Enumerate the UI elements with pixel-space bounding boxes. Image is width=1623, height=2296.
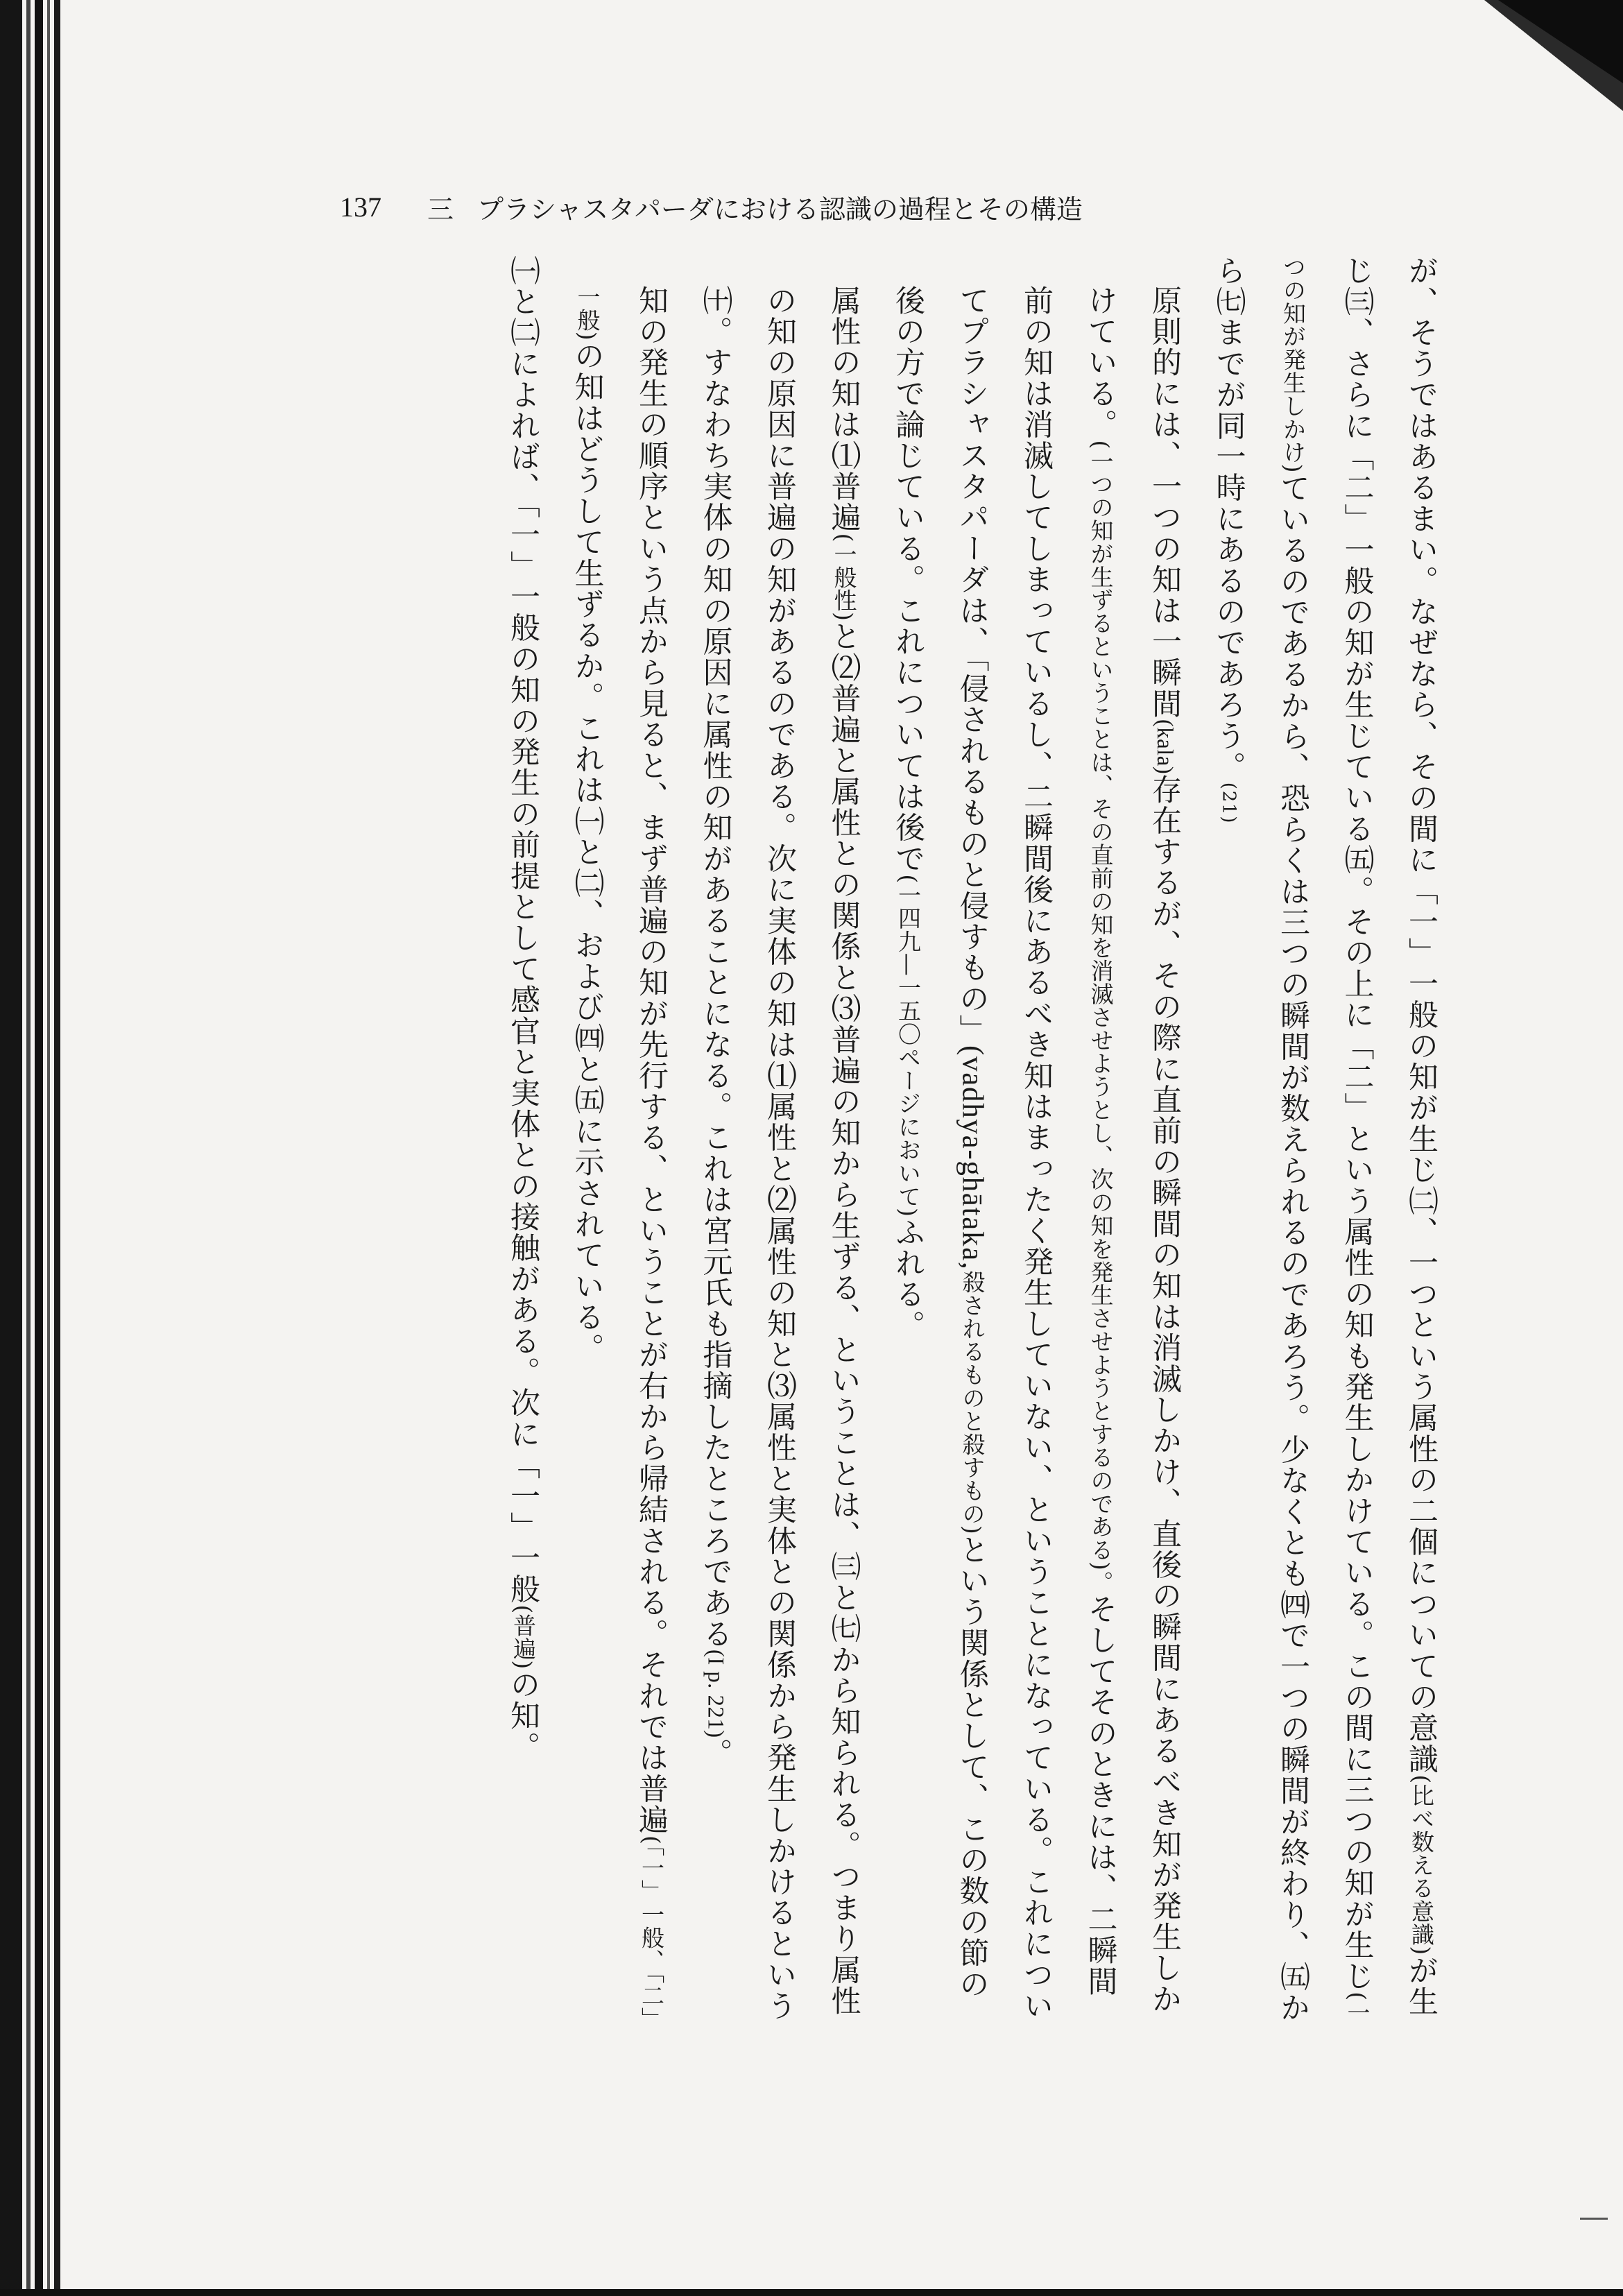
scan-edge-mark [1580, 2218, 1608, 2220]
paragraph-3: 属性の知は⑴普遍(一般性)と⑵普遍と属性との関係と⑶普遍の知から生ずる、ということは、㈢と㈦から知られる。つまり属性の知の原因に普遍の知があるのである。次に実体の知は⑴属性と⑵属性の知と⑶属性と実体との関係から発生しかけるという㈩。すなわち実体の知の原因に属性の知があることになる。これは宮元氏も指摘したところである(I p. 221)。 [698, 285, 861, 2022]
paragraph-4: 知の発生の順序という点から見ると、まず普遍の知が先行する、ということが右から帰結される。それでは普遍(「一」一般、「二」一般)の知はどうして生ずるか。これは㈠と㈡、および㈣と㈤に示されている。 [569, 285, 669, 2019]
chapter-title: プラシャスタパーダにおける認識の過程とその構造 [477, 194, 1083, 225]
section-marker: 三 [427, 194, 454, 225]
scan-corner-shadow [1484, 0, 1623, 139]
paragraph-5: ㈠と㈡によれば、「一」一般の知の発生の前提として感官と実体との接触がある。次に「一」一般(普遍)の知。 [506, 255, 540, 1763]
scan-bottom-edge [0, 2289, 1623, 2296]
paragraph-1: が、そうではあるまい。なぜなら、その間に「一」一般の知が生じ㈡、一つという属性の二個についての意識(比べ数える意識)が生じ㈢、さらに「二」一般の知が生じている㈤。その上に「二」という属性の知も発生しかけている。この間に三つの知が生じ(一つの知が発生しかけ)ているのであるから、恐らくは三つの瞬間が数えられるのであろう。少なくとも㈣で一つの瞬間が終わり、㈤から㈦までが同一時にあるのであろう。(21) [1211, 255, 1439, 2024]
paragraph-2: 原則的には、一つの知は一瞬間(kala)存在するが、その際に直前の瞬間の知は消滅しかけ、直後の瞬間にあるべき知が発生しかけている。(一つの知が生ずるということは、その直前の知を消滅させようとし、次の知を発生させようとするのである)。そしてそのときには、二瞬間前の知は消滅してしまっているし、二瞬間後にあるべき知はまったく発生していない、ということになっている。これについてプラシャスタパーダは、「侵されるものと侵すもの」(vadhya-ghātaka,殺されるものと殺すもの)という関係として、この数の節の後の方で論じている。これについては後で(一四九—一五〇ページにおいて)ふれる。 [891, 285, 1182, 2022]
book-binding-shadow [0, 0, 66, 2296]
page-number: 137 [340, 191, 381, 223]
footnote-ref-21: (21) [1218, 782, 1239, 825]
body-text [402, 255, 1453, 2024]
running-header [340, 186, 1083, 228]
